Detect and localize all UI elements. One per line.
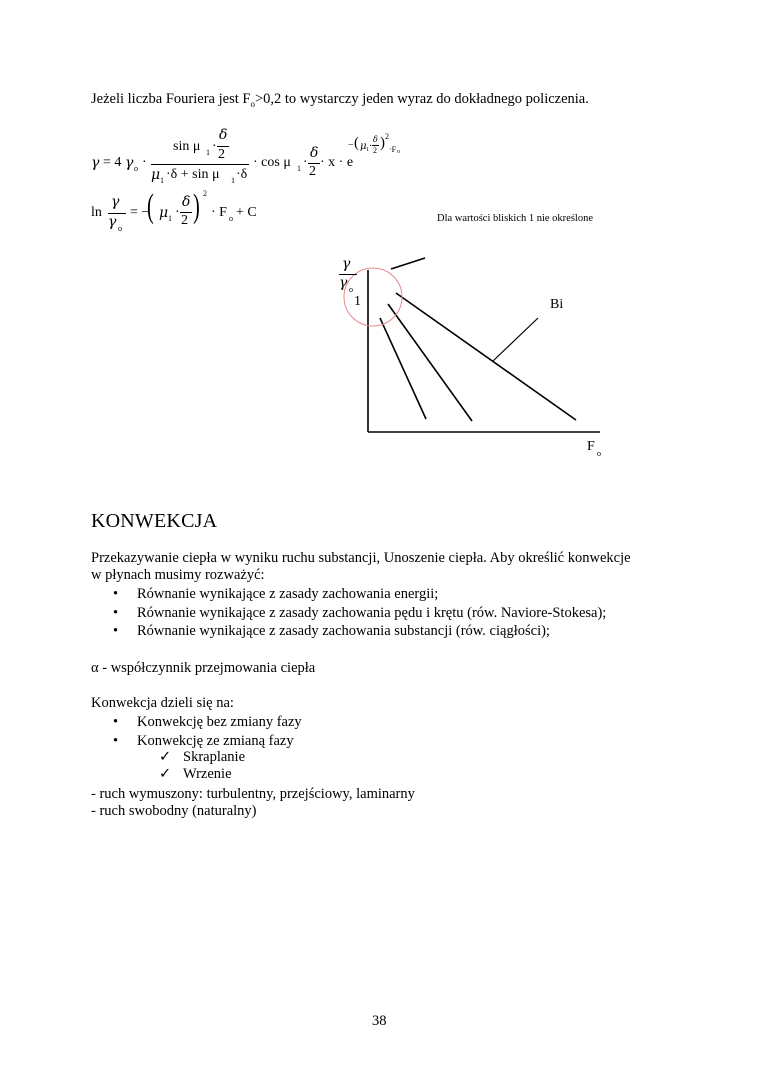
graph-line-shallow [396, 293, 576, 420]
eq1-cos-two: 2 [309, 164, 316, 179]
eq1-gamma-o-sub: o [134, 164, 138, 173]
eq2-fo-sub: o [229, 214, 233, 223]
eq1-den-mu: μ [151, 167, 161, 183]
eq1-exp-delta: δ [373, 135, 378, 144]
list-item [113, 585, 606, 604]
eq1-equals-coef: = 4 [103, 155, 122, 170]
eq1-den-sub2: 1 [231, 176, 235, 185]
eq1-num-sin: sin μ [173, 139, 201, 154]
alpha-line [91, 660, 315, 677]
graph-x-label: F [587, 439, 595, 454]
eq2-paren-right: ) [193, 188, 200, 225]
eq1-gamma: γ [91, 155, 100, 171]
eq2-mu-sub: 1 [168, 214, 172, 223]
graph-one-label: 1 [354, 294, 361, 309]
eq1-x-e: · x · e [320, 155, 354, 170]
eq1-num-dot: · [212, 139, 217, 154]
eq1-dot: · [142, 155, 147, 170]
eq2-paren-left: ( [147, 188, 154, 225]
eq1-exp-dot: · [369, 141, 373, 152]
intro-text-after: >0,2 to wystarczy jeden wyraz do dokładnego policzenia. [254, 91, 589, 107]
checkmark-icon: ✓ [159, 749, 172, 765]
graph-short-line [391, 258, 425, 269]
bullet-icon: • [113, 623, 119, 639]
eq1-exp-mu: μ [360, 141, 367, 152]
graph-highlight-circle [344, 268, 402, 326]
dash-line-1: - ruch wymuszony: turbulentny, przejściowy, laminarny [91, 786, 415, 802]
graph-x-label-sub: o [597, 449, 601, 458]
bullet-list-2 [113, 713, 302, 750]
checkmark-icon: ✓ [159, 766, 172, 782]
list-item [159, 749, 246, 766]
para1-line2: w płynach musimy rozważyć: [91, 567, 265, 583]
page-number: 38 [372, 1013, 387, 1029]
graph-y-label-bottom: γ [339, 275, 348, 291]
eq1-cos-delta: δ [310, 145, 319, 161]
eq1-exp-minus: − [348, 140, 354, 151]
eq1-num-two: 2 [218, 147, 225, 162]
alpha-symbol: α [91, 660, 99, 676]
bullet-text: Równanie wynikające z zasady zachowania energii; [137, 586, 439, 602]
list-item [113, 622, 606, 641]
graph-y-label-sub: o [349, 285, 353, 294]
eq1-den-sub1: 1 [160, 176, 164, 185]
eq2-plus-c: + C [236, 205, 257, 220]
bullet-icon: • [113, 586, 119, 602]
bullet-text: Równanie wynikające z zasady zachowania pędu i krętu (rów. Naviore-Stokesa); [137, 604, 607, 621]
list-item [113, 713, 302, 732]
eq1-exp-paren-right: ) [380, 135, 385, 151]
eq1-exp-fo: ·F [389, 145, 397, 154]
eq2-gamma: γ [111, 194, 120, 210]
eq2-dot: · [175, 205, 180, 220]
eq1-exp-sq: 2 [385, 132, 389, 141]
eq1-den-end: ·δ [236, 167, 248, 182]
eq2-fo: · F [211, 205, 227, 220]
graph-bi-label: Bi [550, 297, 564, 312]
eq1-exp-fo-sub: o [397, 149, 400, 155]
check-text: Wrzenie [183, 766, 232, 782]
check-list [159, 749, 246, 783]
graph-y-label-top: γ [342, 256, 351, 272]
list-item [113, 732, 302, 751]
graph-note: Dla wartości bliskich 1 nie określone [437, 213, 594, 224]
list-item [159, 766, 245, 783]
intro-text-before: Jeżeli liczba Fouriera jest F [91, 91, 251, 107]
bullet-text: Równanie wynikające z zasady zachowania substancji (rów. ciągłości); [137, 623, 550, 639]
bullet-icon: • [113, 714, 119, 730]
bullet-icon: • [113, 732, 119, 749]
graph-bi-pointer [493, 318, 538, 361]
eq1-cos-sub: 1 [297, 164, 301, 173]
eq1-exp-two: 2 [373, 146, 377, 155]
eq1-num-delta: δ [219, 127, 228, 143]
bullet-list-1 [113, 585, 607, 641]
eq1-exp-mu-sub: 1 [366, 147, 369, 153]
dash-line-2: - ruch swobodny (naturalny) [91, 803, 257, 819]
konwekcja-intro: Konwekcja dzieli się na: [91, 695, 234, 711]
eq1-num-sub1: 1 [206, 148, 210, 157]
graph-line-steep [380, 318, 426, 419]
check-text: Skraplanie [183, 749, 246, 765]
eq1-cos: · cos μ [253, 155, 291, 170]
eq2-gamma-o: γ [108, 214, 117, 230]
eq2-mu: μ [159, 205, 169, 221]
eq1-exp-paren-left: ( [354, 135, 359, 151]
eq2-sq: 2 [203, 189, 207, 198]
eq2-delta: δ [182, 194, 191, 210]
bullet-icon: • [113, 604, 119, 621]
list-item [113, 604, 607, 623]
bullet-text: Konwekcję bez zmiany fazy [137, 714, 302, 730]
eq1-cos-dot: · [303, 155, 308, 170]
eq2-equals: = − [130, 205, 150, 220]
eq1-den-rest: ·δ + sin μ [166, 167, 220, 182]
alpha-text: - współczynnik przejmowania ciepła [98, 660, 316, 676]
section-title: KONWEKCJA [91, 510, 218, 532]
bullet-text: Konwekcję ze zmianą fazy [137, 732, 294, 749]
intro-sub: o [250, 98, 255, 109]
eq2-gamma-o-sub: o [118, 224, 122, 233]
eq2-ln: ln [91, 205, 102, 220]
eq1-gamma-o: γ [125, 155, 134, 171]
para1-line1: Przekazywanie ciepła w wyniku ruchu substancji, Unoszenie ciepła. Aby określić konwekcje [91, 550, 631, 566]
eq2-two: 2 [181, 213, 188, 228]
